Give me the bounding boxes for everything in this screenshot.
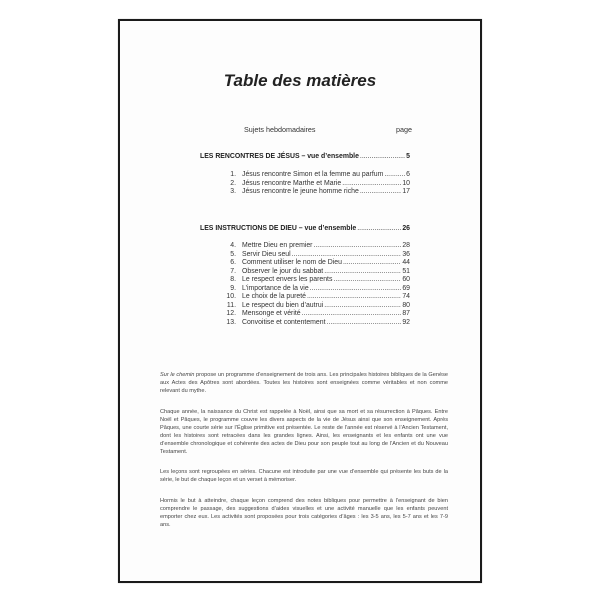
dot-leader [302,310,402,318]
toc-entry [224,302,410,310]
paragraph-text: propose un programme d’enseignement de trois ans. Les principales histoires bibliques de la Genèse aux Actes des Apôtres sont abordées. Toutes les histoires sont enseignées comme véritables et non comme relevant du mythe. [160,372,448,395]
page-title: Table des matières [223,71,377,90]
dot-leader [342,180,401,188]
dot-leader [307,293,401,301]
entry-number: 1. [230,171,236,178]
entry-number: 4. [230,242,236,249]
dot-leader [324,302,401,310]
paragraph: Hormis le but à atteindre, chaque leçon comprend des notes bibliques pour permettre à l’enseignant de bien comprendre le passage, des suggestions d’aides visuelles et une activité manuelle que les enfants peuvent emporter chez eux. Les activités sont proposées pour trois catégories d’âges : les 3-5 ans, les 5-7 ans et les 7-9 ans. [160,498,448,529]
entry-title: L’importance de la vie [242,284,309,292]
toc-entry [224,285,410,293]
entry-number: 5. [230,250,236,258]
toc-entry [224,276,410,284]
entry-number: 2. [230,179,236,187]
section-title: LES RENCONTRES DE JÉSUS – vue d’ensemble [200,153,359,160]
entry-title: Le respect envers les parents [242,276,333,283]
entry-number: 11. [226,301,236,309]
section-heading [200,225,410,232]
entry-title: Le respect du bien d’autrui [242,301,324,309]
entry-number: 12. [226,310,236,317]
entry-page: 6 [406,171,410,178]
toc-entry [224,268,410,276]
entry-title: Servir Dieu seul [242,250,291,258]
entry-page: 10 [402,179,410,187]
entry-number: 6. [230,259,236,266]
dot-leader [360,153,405,160]
paragraph: Chaque année, la naissance du Christ est rappelée à Noël, ainsi que sa mort et sa résurrection à Pâques. Entre Noël et Pâques, le programme couvre les divers aspects de la vie de Jésus ainsi que son enseignement. Après Pâques, une courte série sur l’Église primitive est présentée. Le reste de l’année est réservé à l’Ancien Testament, dont les histoires sont retracées dans les grandes lignes. Ainsi, les enseignants et les enfants ont une vue d’ensemble chronologique et cohérente des actes de Dieu pour son peuple tout au long de l’Ancien et du Nouveau Testament. [160,409,448,456]
entry-title: Jésus rencontre Simon et la femme au parfum [242,171,384,178]
dot-leader [324,268,401,276]
intro-paragraph [160,371,448,395]
dot-leader [360,188,402,196]
dot-leader [357,225,401,232]
entry-page: 92 [402,318,410,326]
entry-title: Jésus rencontre Marthe et Marie [242,179,342,187]
entry-page: 36 [402,250,410,258]
dot-leader [310,285,402,293]
section-heading [200,153,410,160]
entry-number: 7. [230,267,236,275]
dot-leader [327,319,402,327]
entry-page: 87 [402,310,410,317]
entry-page: 51 [402,267,410,275]
entry-number: 3. [230,188,236,195]
toc-entry [224,171,410,179]
toc-entry [224,259,410,267]
dot-leader [292,251,402,259]
toc-entry [224,319,410,327]
entry-number: 8. [230,276,236,283]
entry-page: 44 [402,259,410,266]
paragraph: Les leçons sont regroupées en séries. Chacune est introduite par une vue d’ensemble qui présente les buts de la série, le but de chaque leçon et un verset à mémoriser. [160,469,448,484]
entry-title: Observer le jour du sabbat [242,267,324,275]
column-header-topics: Sujets hebdomadaires [244,125,316,134]
entry-title: Mettre Dieu en premier [242,242,313,249]
toc-entry [224,242,410,250]
book-page [118,19,482,583]
entry-title: Comment utiliser le nom de Dieu [242,259,342,266]
toc-entry [224,293,410,301]
section-page: 26 [402,225,410,232]
dot-leader [384,171,405,179]
entry-title: Convoitise et contentement [242,318,326,326]
toc-entry [224,180,410,188]
entry-number: 10. [226,293,236,300]
section-page: 5 [406,153,410,160]
entry-page: 28 [402,242,410,249]
entry-title: Mensonge et vérité [242,310,301,317]
entry-title: Le choix de la pureté [242,293,306,300]
toc-entry [224,310,410,318]
entry-title: Jésus rencontre le jeune homme riche [242,188,359,195]
entry-page: 80 [402,301,410,309]
toc-entry [224,188,410,196]
entry-page: 69 [402,284,410,292]
book-title-italic: Sur le chemin [160,372,195,378]
dot-leader [343,259,401,267]
entry-page: 17 [402,188,410,195]
entry-page: 74 [402,293,410,300]
entry-page: 60 [402,276,410,283]
section-title: LES INSTRUCTIONS DE DIEU – vue d’ensemble [200,225,357,232]
dot-leader [313,242,401,250]
column-header-page: page [396,125,412,134]
dot-leader [333,276,401,284]
entry-number: 13. [226,318,236,326]
toc-entry [224,251,410,259]
entry-number: 9. [230,284,236,292]
